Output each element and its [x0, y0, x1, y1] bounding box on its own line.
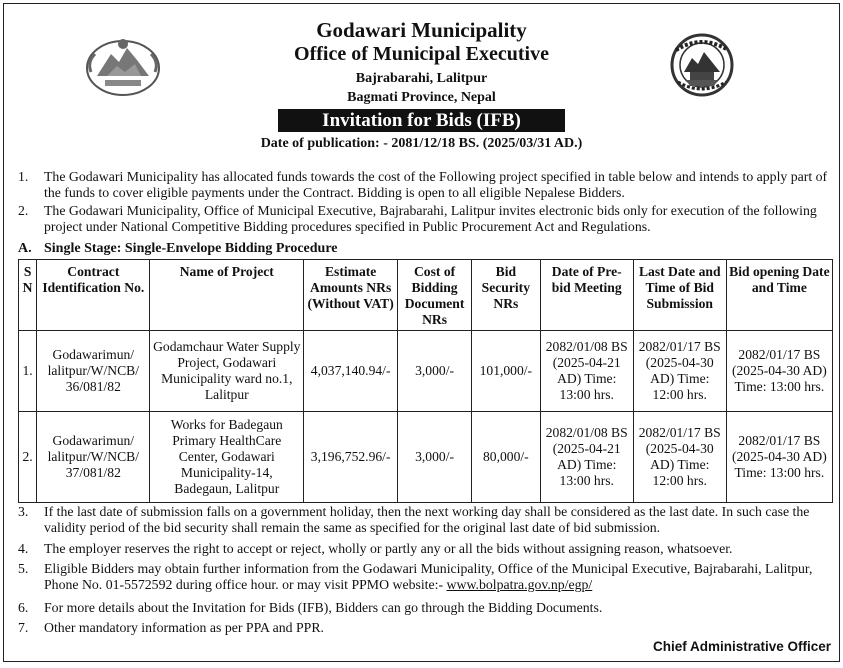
- cell-estimate: 4,037,140.94/-: [304, 331, 398, 412]
- cell-opening: 2082/01/17 BS (2025-04-30 AD) Time: 13:00 hrs.: [726, 412, 832, 503]
- header-bid-security: Bid Security NRs: [471, 260, 540, 331]
- note-text: For more details about the Invitation for Bids (IFB), Bidders can go through the Bidding Documents.: [44, 600, 603, 615]
- office-title: Office of Municipal Executive: [294, 43, 549, 65]
- header-last-date: Last Date and Time of Bid Submission: [633, 260, 726, 331]
- note-text: The employer reserves the right to accept or reject, wholly or partly any or all the bids without assigning reason, whatsoever.: [44, 541, 733, 556]
- paragraph-text: The Godawari Municipality has allocated funds towards the cost of the Following project specified in table below and intends to apply part of the funds to cover eligible payments under the Contract. Bidding is open to all eligible Nepalese Bidders.: [44, 169, 828, 200]
- note-6: [18, 600, 831, 616]
- cell-last-date: 2082/01/17 BS (2025-04-30 AD) Time: 12:00 hrs.: [633, 412, 726, 503]
- cell-project: Works for Badegaun Primary HealthCare Center, Godawari Municipality-14, Badegaun, Lalitpur: [150, 412, 304, 503]
- address-line-2: Bagmati Province, Nepal: [347, 90, 496, 105]
- cell-estimate: 3,196,752.96/-: [304, 412, 398, 503]
- notice-header: [4, 18, 839, 153]
- note-number: 4.: [18, 541, 29, 556]
- section-heading: [18, 241, 338, 257]
- paragraph-2: [18, 203, 831, 235]
- header-doc-cost: Cost of Bidding Document NRs: [398, 260, 472, 331]
- table-header-row: [19, 260, 833, 331]
- cell-contract-id: Godawarimun/ lalitpur/W/NCB/ 37/081/82: [37, 412, 150, 503]
- note-number: 3.: [18, 504, 29, 519]
- address-line-1: Bajrabarahi, Lalitpur: [355, 71, 488, 86]
- cell-doc-cost: 3,000/-: [398, 331, 472, 412]
- signature-title: Chief Administrative Officer: [652, 639, 831, 654]
- note-7: [18, 620, 831, 636]
- cell-prebid: 2082/01/08 BS (2025-04-21 AD) Time: 13:00 hrs.: [540, 331, 633, 412]
- cell-prebid: 2082/01/08 BS (2025-04-21 AD) Time: 13:00 hrs.: [540, 412, 633, 503]
- paragraph-number: 1.: [18, 169, 29, 184]
- cell-sn: 1.: [19, 331, 37, 412]
- note-4: [18, 541, 831, 557]
- header-prebid: Date of Pre-bid Meeting: [540, 260, 633, 331]
- note-text: Other mandatory information as per PPA and PPR.: [44, 620, 325, 635]
- publication-date: Date of publication: - 2081/12/18 BS. (2025/03/31 AD.): [260, 136, 583, 151]
- note-number: 5.: [18, 561, 29, 576]
- table-row: [19, 412, 833, 503]
- header-opening: Bid opening Date and Time: [726, 260, 832, 331]
- cell-doc-cost: 3,000/-: [398, 412, 472, 503]
- ppmo-website-link[interactable]: www.bolpatra.gov.np/egp/: [446, 577, 593, 592]
- section-letter: A.: [18, 241, 32, 256]
- paragraph-1: [18, 169, 831, 201]
- cell-last-date: 2082/01/17 BS (2025-04-30 AD) Time: 12:00 hrs.: [633, 331, 726, 412]
- table-row: [19, 331, 833, 412]
- paragraph-number: 2.: [18, 203, 29, 218]
- header-contract-id: Contract Identification No.: [37, 260, 150, 331]
- note-number: 6.: [18, 600, 29, 615]
- note-number: 7.: [18, 620, 29, 635]
- cell-bid-security: 101,000/-: [471, 331, 540, 412]
- cell-bid-security: 80,000/-: [471, 412, 540, 503]
- note-5: [18, 561, 831, 593]
- bids-table: [18, 259, 833, 503]
- note-3: [18, 504, 831, 536]
- notice-page: [3, 3, 840, 662]
- note-text: If the last date of submission falls on a government holiday, then the next working day shall be considered as the last date. In such case the validity period of the bid security shall remain the same as specified for the original last date of bid submission.: [44, 504, 810, 535]
- cell-contract-id: Godawarimun/ lalitpur/W/NCB/ 36/081/82: [37, 331, 150, 412]
- cell-sn: 2.: [19, 412, 37, 503]
- header-sn: S N: [19, 260, 37, 331]
- paragraph-text: The Godawari Municipality, Office of Municipal Executive, Bajrabarahi, Lalitpur invites electronic bids only for execution of the following project under National Competitive Bidding procedures specified in Public Procurement Act and Regulations.: [44, 203, 817, 234]
- section-title: Single Stage: Single-Envelope Bidding Procedure: [44, 241, 338, 256]
- header-project: Name of Project: [150, 260, 304, 331]
- note-text: Eligible Bidders may obtain further information from the Godawari Municipality, Office of the Municipal Executive, Bajrabarahi, Lalitpur, Phone No. 01-5572592 during office hour. or may visit PPMO website:-: [44, 561, 813, 592]
- header-estimate: Estimate Amounts NRs (Without VAT): [304, 260, 398, 331]
- cell-opening: 2082/01/17 BS (2025-04-30 AD) Time: 13:00 hrs.: [726, 331, 832, 412]
- municipality-title: Godawari Municipality: [316, 18, 527, 42]
- cell-project: Godamchaur Water Supply Project, Godawari Municipality ward no.1, Lalitpur: [150, 331, 304, 412]
- ifb-banner: Invitation for Bids (IFB): [278, 109, 565, 132]
